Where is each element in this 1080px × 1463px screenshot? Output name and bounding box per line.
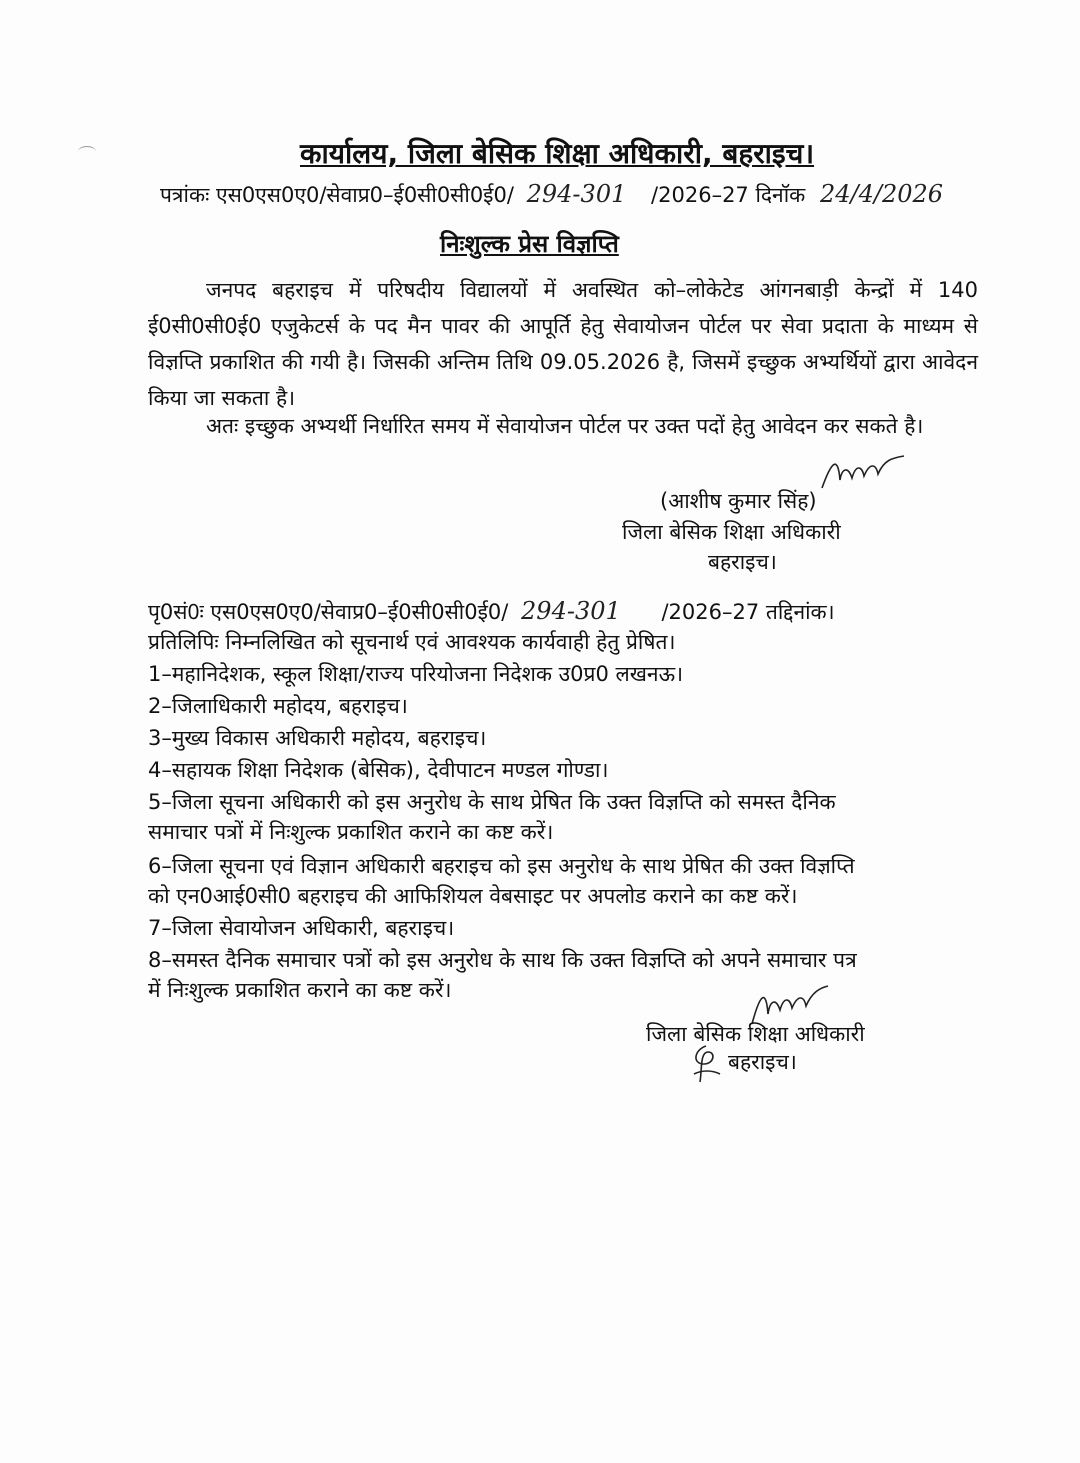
copy-item-3: 3–मुख्य विकास अधिकारी महोदय, बहराइच। bbox=[148, 726, 487, 750]
reference-line bbox=[160, 180, 943, 209]
copy-item-5-cont: समाचार पत्रों में निःशुल्क प्रकाशित कराने का कष्ट करें। bbox=[148, 820, 554, 844]
copy-item-5: 5–जिला सूचना अधिकारी को इस अनुरोध के साथ प्रेषित कि उक्त विज्ञप्ति को समस्त दैनिक bbox=[148, 790, 836, 814]
notice-title: निःशुल्क प्रेस विज्ञप्ति bbox=[440, 230, 619, 258]
notice-paragraph-2: अतः इच्छुक अभ्यर्थी निर्धारित समय में सेवायोजन पोर्टल पर उक्त पदों हेतु आवेदन कर सकते है। bbox=[206, 414, 924, 438]
copy-intro: प्रतिलिपिः निम्नलिखित को सूचनार्थ एवं आवश्यक कार्यवाही हेतु प्रेषित। bbox=[148, 630, 676, 654]
copy-reference-prefix: पृ0सं0ः एस0एस0ए0/सेवाप्र0–ई0सी0सी0ई0/ bbox=[148, 600, 509, 624]
signatory-name: (आशीष कुमार सिंह) bbox=[660, 489, 817, 513]
copy-item-8: 8–समस्त दैनिक समाचार पत्रों को इस अनुरोध के साथ कि उक्त विज्ञप्ति को अपने समाचार पत्र bbox=[148, 948, 857, 972]
copy-item-7: 7–जिला सेवायोजन अधिकारी, बहराइच। bbox=[148, 916, 455, 940]
copy-item-8-cont: में निःशुल्क प्रकाशित कराने का कष्ट करें। bbox=[148, 978, 452, 1002]
initials-mark bbox=[686, 1040, 726, 1086]
copy-item-6-cont: को एन0आई0सी0 बहराइच की आफिशियल वेबसाइट पर अपलोड कराने का कष्ट करें। bbox=[148, 884, 798, 908]
signature2-place: बहराइच। bbox=[728, 1050, 797, 1074]
reference-year: /2026–27 दिनॉक bbox=[651, 183, 806, 207]
copy-reference-year: /2026–27 तद्दिनांक। bbox=[661, 600, 835, 624]
copy-item-2: 2–जिलाधिकारी महोदय, बहराइच। bbox=[148, 694, 408, 718]
reference-number-handwritten: 294-301 bbox=[526, 180, 627, 208]
signatory-place: बहराइच। bbox=[708, 550, 777, 574]
copy-reference-number-handwritten: 294-301 bbox=[521, 597, 621, 625]
copy-item-4: 4–सहायक शिक्षा निदेशक (बेसिक), देवीपाटन मण्डल गोण्डा। bbox=[148, 758, 609, 782]
copy-reference-line bbox=[148, 597, 835, 626]
copy-item-6: 6–जिला सूचना एवं विज्ञान अधिकारी बहराइच को इस अनुरोध के साथ प्रेषित की उक्त विज्ञप्ति bbox=[148, 854, 855, 878]
signature2-designation: जिला बेसिक शिक्षा अधिकारी bbox=[646, 1022, 865, 1046]
scan-mark bbox=[78, 146, 96, 157]
date-handwritten: 24/4/2026 bbox=[819, 180, 944, 208]
office-title: कार्यालय, जिला बेसिक शिक्षा अधिकारी, बहराइच। bbox=[300, 137, 815, 170]
reference-prefix: पत्रांकः एस0एस0ए0/सेवाप्र0–ई0सी0सी0ई0/ bbox=[160, 183, 514, 207]
notice-paragraph-1: जनपद बहराइच में परिषदीय विद्यालयों में अवस्थित को–लोकेटेड आंगनबाड़ी केन्द्रों में 140 ई0सी0सी0ई0 एजुकेटर्स के पद मैन पावर की आपूर्ति हेतु सेवायोजन पोर्टल पर सेवा प्रदाता के माध्यम से विज्ञप्ति प्रकाशित की गयी है। जिसकी अन्तिम तिथि 09.05.2026 है, जिसमें इच्छुक अभ्यर्थियों द्वारा आवेदन किया जा सकता है। bbox=[148, 278, 978, 410]
signatory-designation: जिला बेसिक शिक्षा अधिकारी bbox=[622, 520, 841, 544]
signature-mark-1 bbox=[818, 450, 908, 495]
copy-item-1: 1–महानिदेशक, स्कूल शिक्षा/राज्य परियोजना निदेशक उ0प्र0 लखनऊ। bbox=[148, 662, 684, 686]
